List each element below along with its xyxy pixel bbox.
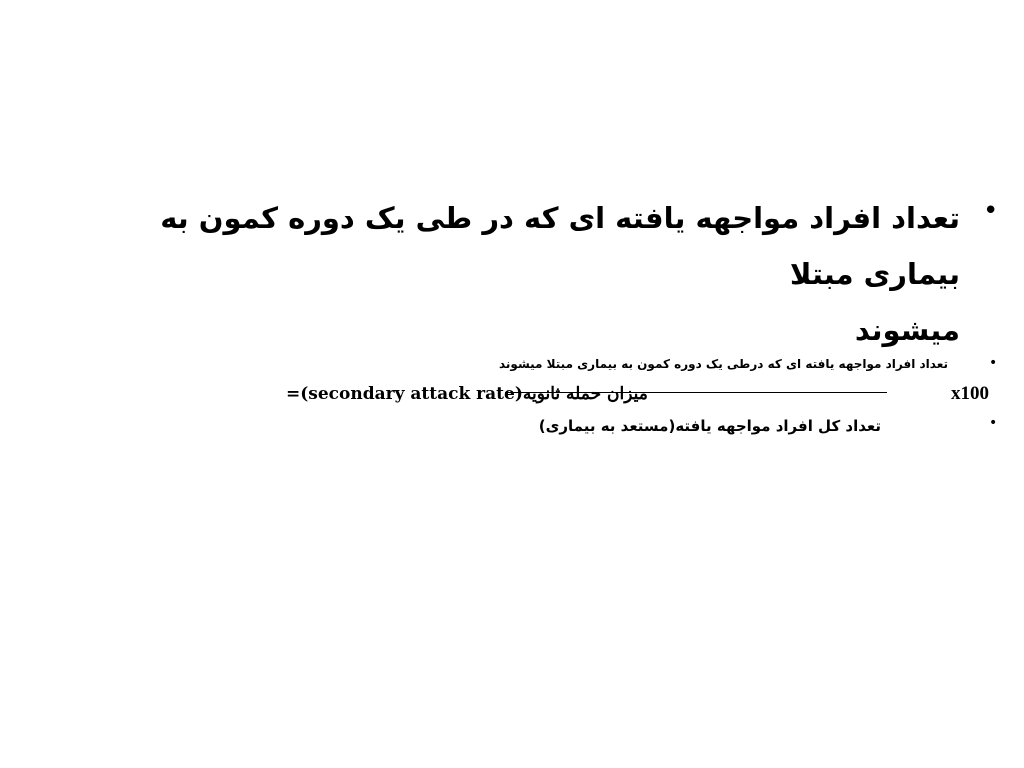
main-point-line-2: بیماری مبتلا <box>789 257 960 291</box>
bullet-main: • <box>983 196 999 226</box>
bullet-denominator: • <box>989 415 998 431</box>
main-point-line-3: میشوند <box>854 313 960 347</box>
formula-numerator: تعداد افراد مواجهه یافته ای که درطی یک دوره کمون به بیماری مبتلا میشوند <box>498 357 948 371</box>
main-point-line-1: تعداد افراد مواجهه یافته ای که در طی یک دوره کمون به <box>160 201 960 235</box>
main-point-text <box>80 190 960 358</box>
bullet-numerator: • <box>989 355 998 371</box>
formula-label: میزان حمله ثانویه(secondary attack rate)= <box>286 384 648 404</box>
formula-denominator: تعداد کل افراد مواجهه یافته(مستعد به بیماری) <box>538 417 881 435</box>
formula-multiplier: x100 <box>951 383 989 404</box>
